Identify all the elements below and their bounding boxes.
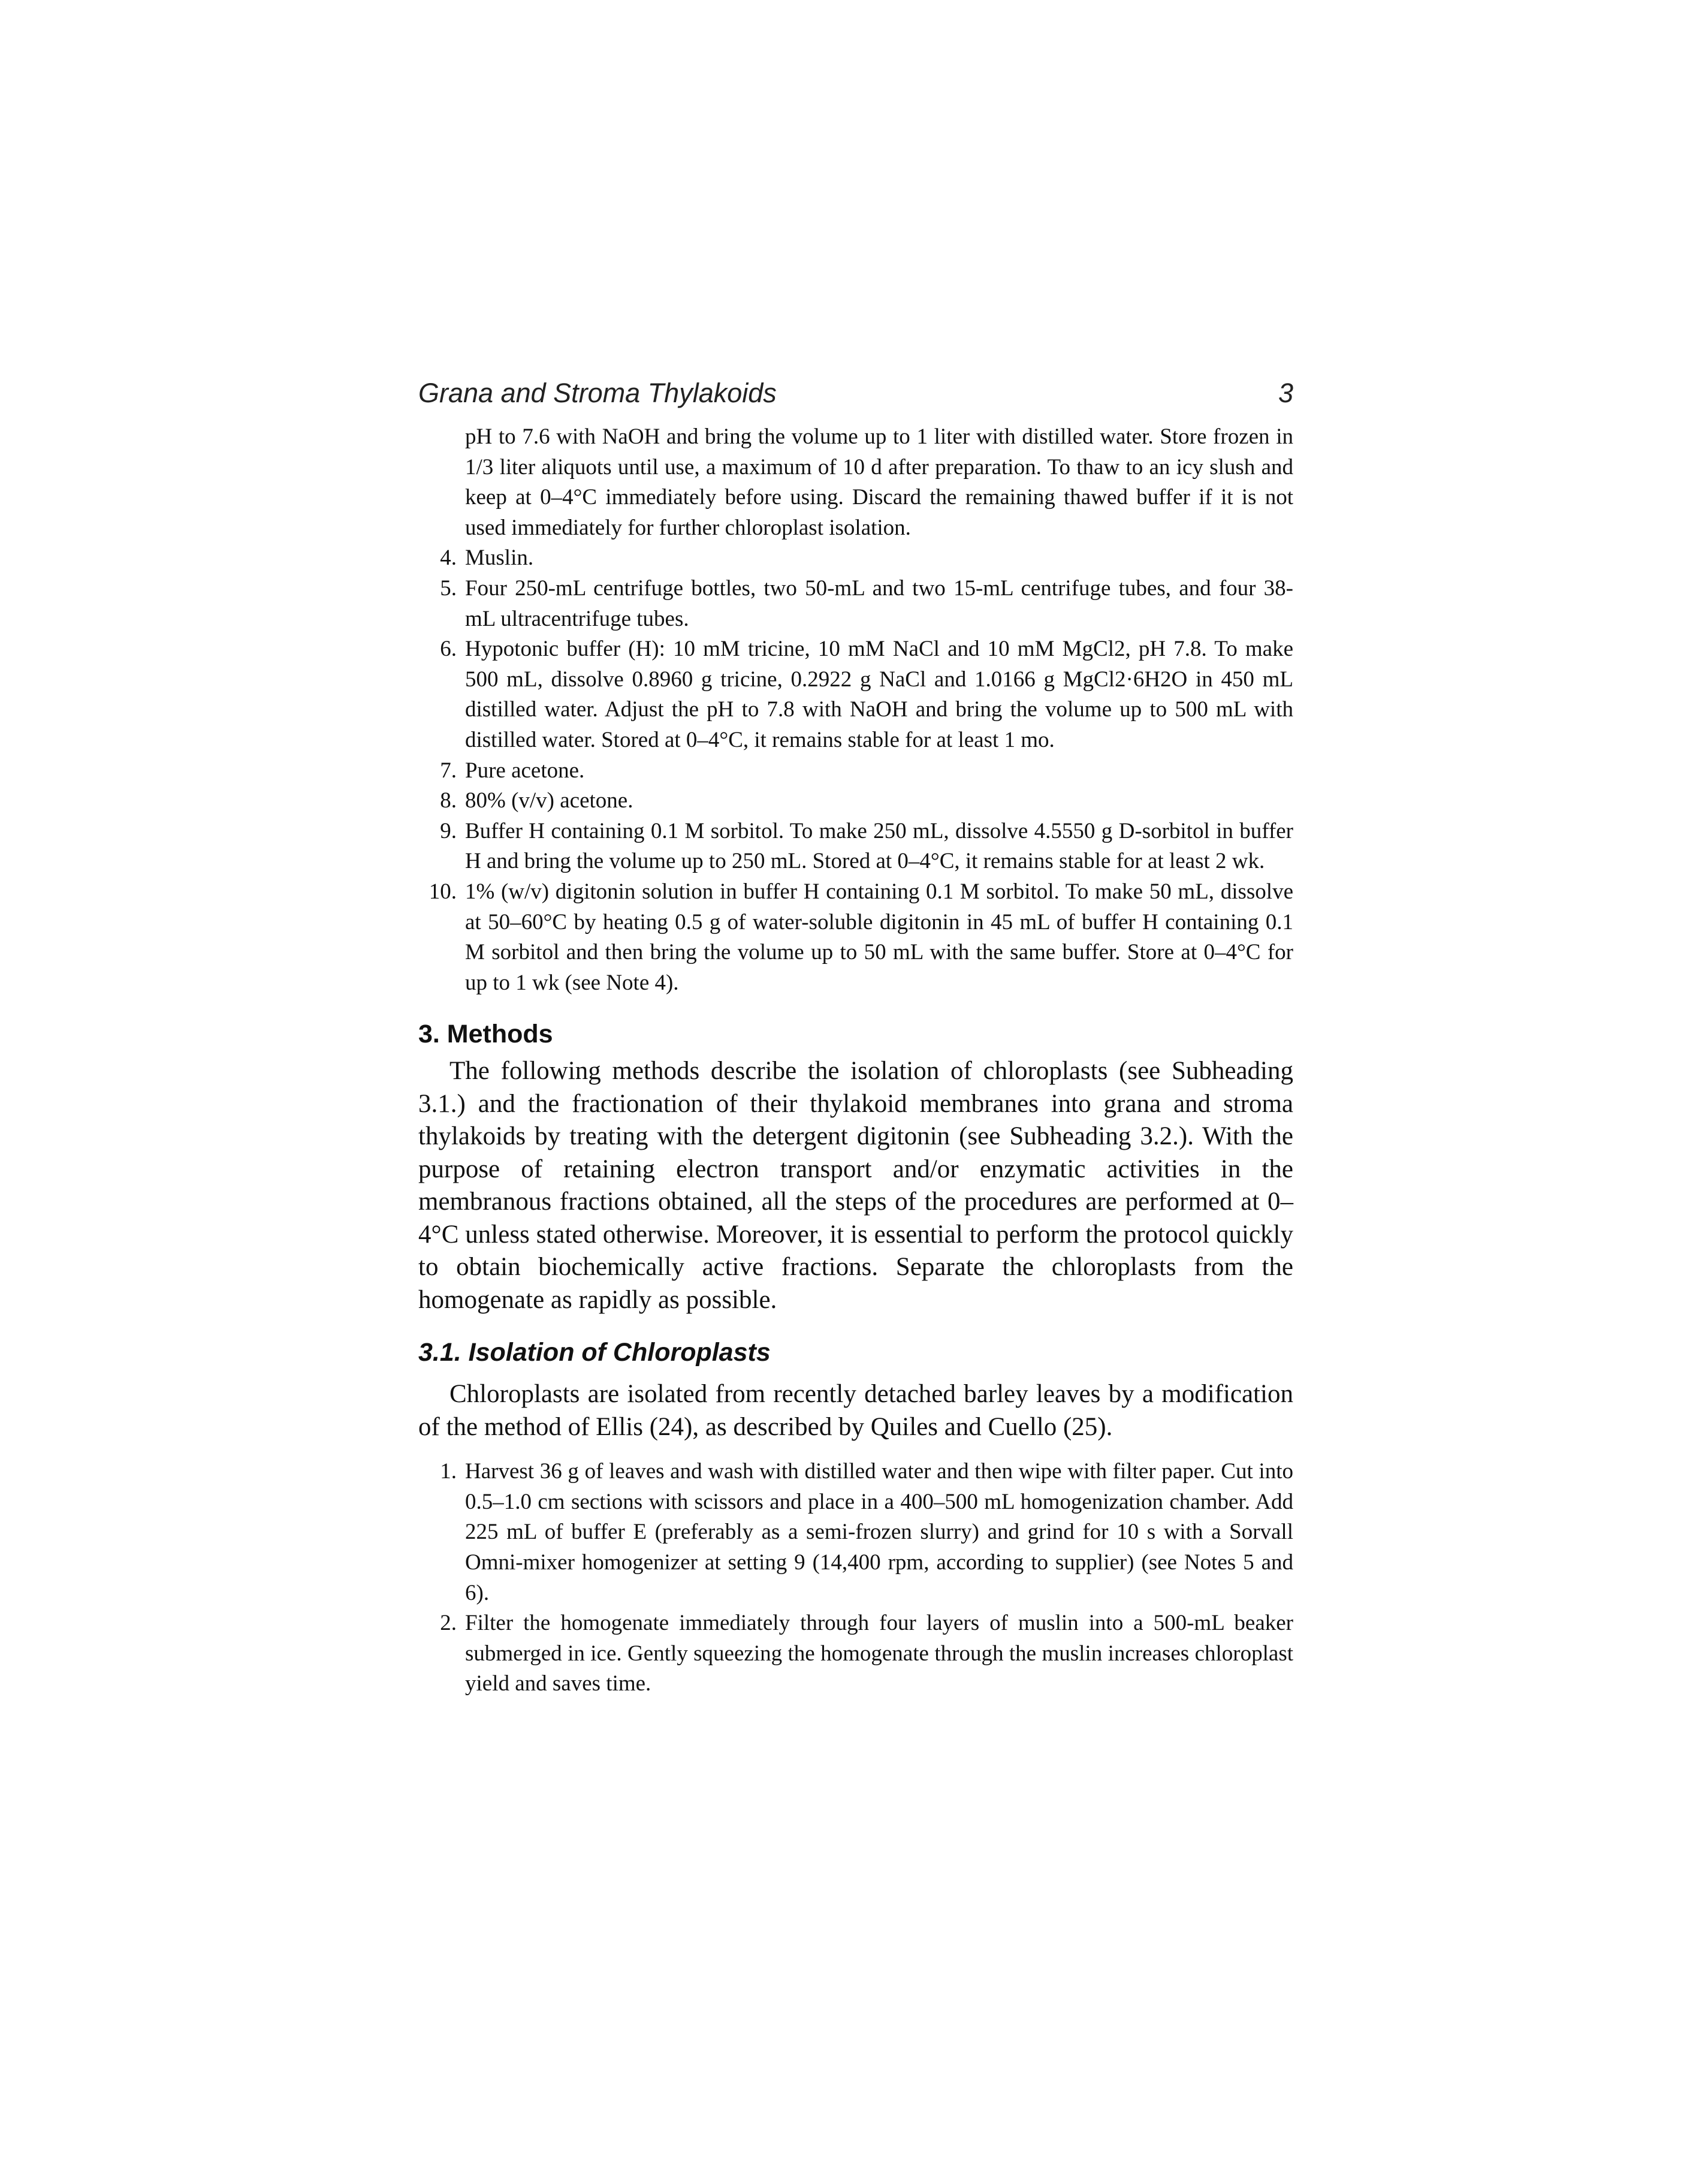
- list-text: 1% (w/v) digitonin solution in buffer H containing 0.1 M sorbitol. To make 50 mL, dissolve at 50–60°C by heating 0.5 g of water-soluble digitonin in 45 mL of buffer H containing 0.1 M sorbitol and then bring the volume up to 50 mL with the same buffer. Store at 0–4°C for up to 1 wk (see Note 4).: [465, 879, 1293, 995]
- list-number: 2.: [440, 1611, 457, 1636]
- methods-paragraph: The following methods describe the isolation of chloroplasts (see Subheading 3.1.) and the fractionation of their thylakoid membranes into grana and stroma thylakoids by treating with the detergent digitonin (see Subheading 3.2.). With the purpose of retaining electron transport and/or enzymatic activities in the membranous fractions obtained, all the steps of the procedures are performed at 0–4°C unless stated otherwise. Moreover, it is essential to perform the protocol quickly to obtain biochemically active fractions. Separate the chloroplasts from the homogenate as rapidly as possible.: [418, 1057, 1293, 1314]
- list-text: Four 250-mL centrifuge bottles, two 50-mL and two 15-mL centrifuge tubes, and four 38-mL ultracentrifuge tubes.: [465, 575, 1293, 631]
- list-number: 1.: [440, 1459, 457, 1484]
- section-heading-methods: 3. Methods: [418, 1020, 553, 1049]
- running-header: [418, 378, 1293, 409]
- list-item: [418, 756, 1293, 786]
- page-number: 3: [1278, 378, 1293, 408]
- running-title: Grana and Stroma Thylakoids: [418, 378, 777, 408]
- list-text: Harvest 36 g of leaves and wash with distilled water and then wipe with filter paper. Cut into 0.5–1.0 cm sections with scissors and place in a 400–500 mL homogenization chamber. Add 225 mL of buffer E (preferably as a semi-frozen slurry) and grind for 10 s with a Sorvall Omni-mixer homogenizer at setting 9 (14,400 rpm, according to supplier) (see Notes 5 and 6).: [465, 1459, 1293, 1605]
- list-text: 80% (v/v) acetone.: [465, 788, 633, 813]
- list-item: [418, 574, 1293, 634]
- list-text: Buffer H containing 0.1 M sorbitol. To make 250 mL, dissolve 4.5550 g D-sorbitol in buffer H and bring the volume up to 250 mL. Stored at 0–4°C, it remains stable for at least 2 wk.: [465, 818, 1293, 874]
- list-number: 10.: [428, 879, 457, 904]
- list-text: Hypotonic buffer (H): 10 mM tricine, 10 mM NaCl and 10 mM MgCl2, pH 7.8. To make 500 mL, dissolve 0.8960 g tricine, 0.2922 g NaCl and 1.0166 g MgCl2·6H2O in 450 mL distilled water. Adjust the pH to 7.8 with NaOH and bring the volume up to 500 mL with distilled water. Stored at 0–4°C, it remains stable for at least 1 mo.: [465, 637, 1293, 752]
- list-text: Pure acetone.: [465, 758, 585, 783]
- list-item: [418, 634, 1293, 755]
- list-item: [418, 1608, 1293, 1699]
- list-text: Filter the homogenate immediately through four layers of muslin into a 500-mL beaker submerged in ice. Gently squeezing the homogenate through the muslin increases chloroplast yield and saves time.: [465, 1611, 1293, 1696]
- list-number: 9.: [440, 818, 457, 843]
- list-item: [418, 786, 1293, 816]
- list-item: [418, 543, 1293, 574]
- document-page: [418, 378, 1293, 1699]
- list-item: [418, 877, 1293, 998]
- isolation-paragraph: Chloroplasts are isolated from recently detached barley leaves by a modification of the method of Ellis (24), as described by Quiles and Cuello (25).: [418, 1380, 1293, 1441]
- list-number: 8.: [440, 788, 457, 813]
- list-number: 5.: [440, 575, 457, 601]
- subsection-heading-isolation: 3.1. Isolation of Chloroplasts: [418, 1338, 771, 1367]
- materials-list: [418, 422, 1293, 998]
- list-item: [418, 1457, 1293, 1608]
- list-number: 7.: [440, 758, 457, 783]
- list-number: 6.: [440, 637, 457, 662]
- list-item: [418, 816, 1293, 877]
- list-text: Muslin.: [465, 545, 534, 571]
- list-item-3-continuation: pH to 7.6 with NaOH and bring the volume up to 1 liter with distilled water. Store frozen in 1/3 liter aliquots until use, a maximum of 10 d after preparation. To thaw to an icy slush and keep at 0–4°C immediately before using. Discard the remaining thawed buffer if it is not used immediately for further chloroplast isolation.: [465, 424, 1293, 540]
- spacer: [418, 1443, 1293, 1457]
- list-number: 4.: [440, 545, 457, 571]
- isolation-steps-list: [418, 1457, 1293, 1699]
